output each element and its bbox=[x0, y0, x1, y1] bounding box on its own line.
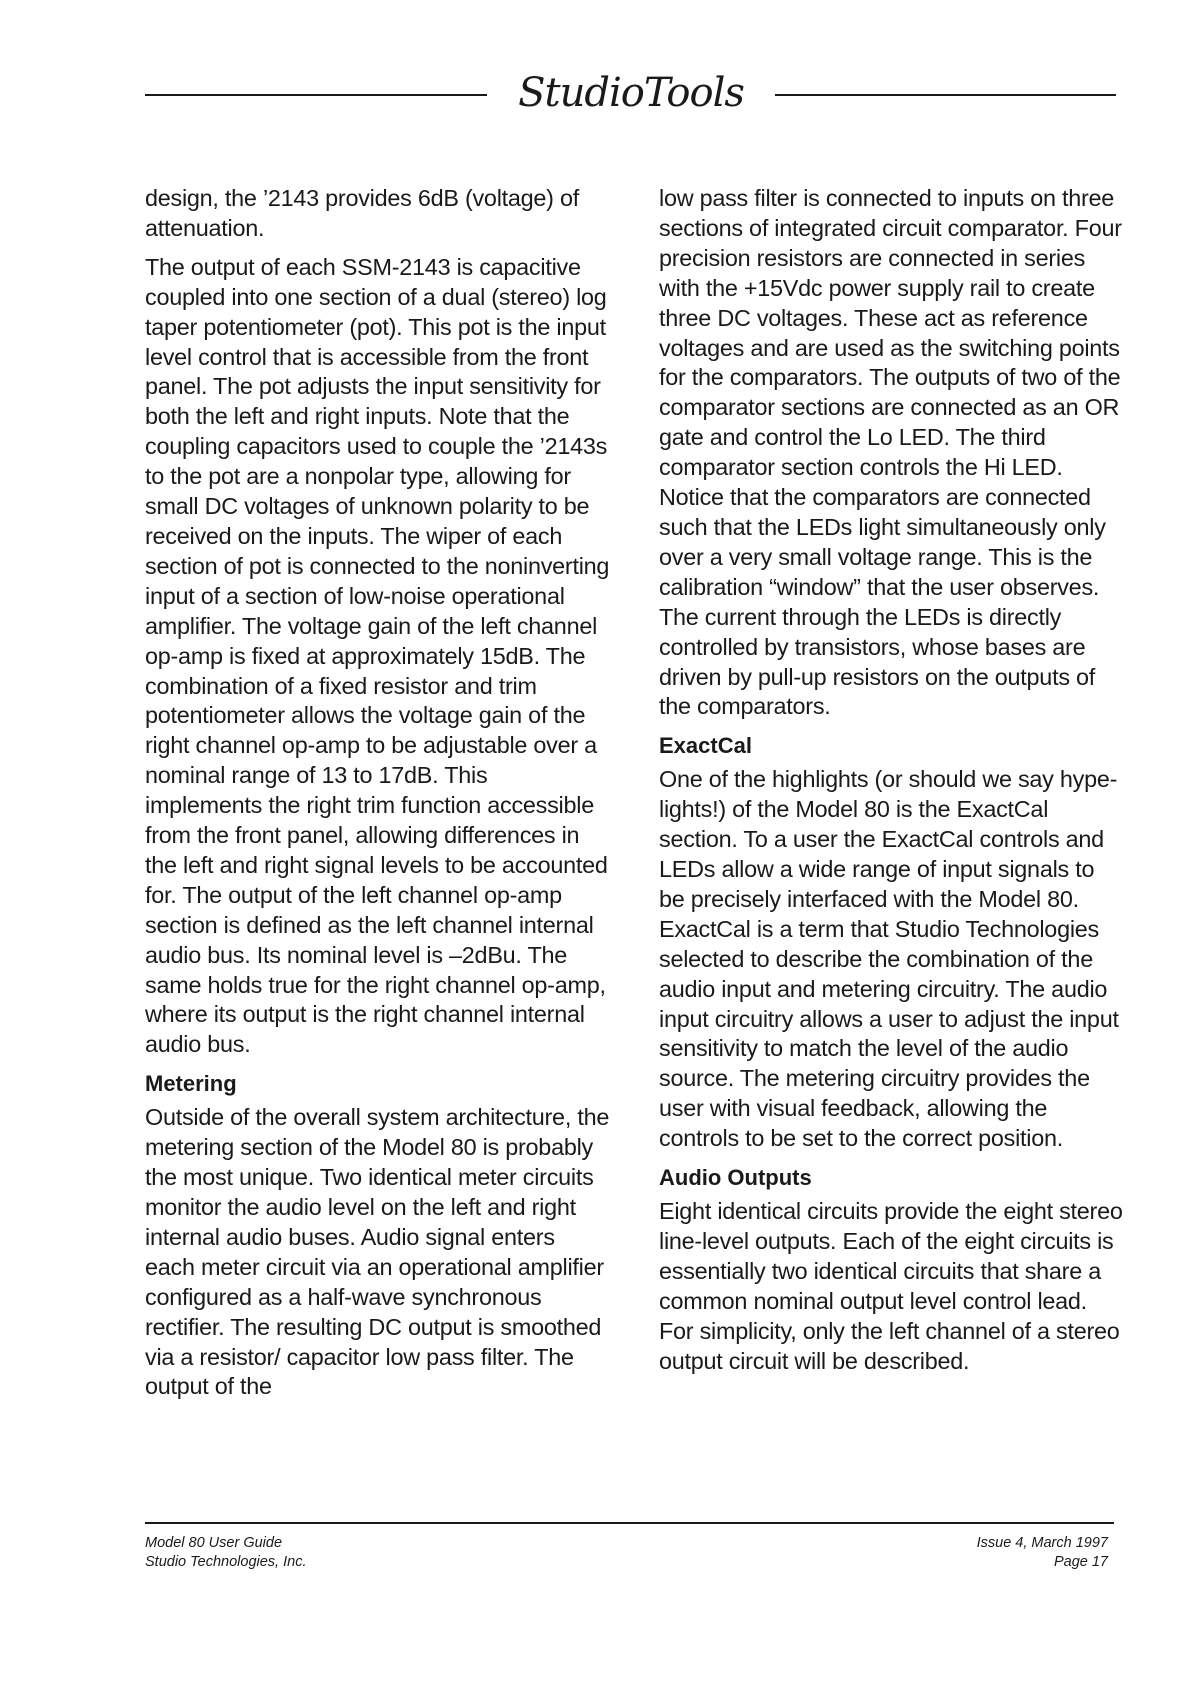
left-column bbox=[145, 184, 610, 1411]
footer-company: Studio Technologies, Inc. bbox=[145, 1554, 307, 1570]
header-rule-right bbox=[775, 94, 1116, 96]
right-column bbox=[659, 184, 1124, 1386]
footer-left bbox=[145, 1534, 307, 1572]
paragraph-comparators: low pass filter is connected to inputs on three sections of integrated circuit comparator. Four precision resistors are connected in series with the +15Vdc power supply rail to create three DC voltages. These act as reference voltages and are used as the switching points for the comparators. The outputs of two of the comparator sections are connected as an OR gate and control the Lo LED. The third comparator section controls the Hi LED. Notice that the comparators are connected such that the LEDs light simultaneously only over a very small voltage range. This is the calibration “window” that the user observes. The current through the LEDs is directly controlled by transistors, whose bases are driven by pull-up resistors on the outputs of the comparators. bbox=[659, 185, 1122, 720]
footer-rule bbox=[145, 1522, 1114, 1524]
footer-guide-title: Model 80 User Guide bbox=[145, 1535, 283, 1551]
footer-issue: Issue 4, March 1997 bbox=[976, 1535, 1108, 1551]
header-rule-left bbox=[145, 94, 487, 96]
studiotools-logo: StudioTools bbox=[518, 70, 744, 116]
paragraph-audio-outputs: Eight identical circuits provide the eight stereo line-level outputs. Each of the eight circuits is essentially two identical circuits that share a common nominal output level control lead. For simplicity, only the left channel of a stereo output circuit will be described. bbox=[659, 1198, 1123, 1374]
heading-exactcal: ExactCal bbox=[659, 733, 752, 759]
paragraph-metering: Outside of the overall system architecture, the metering section of the Model 80 is probably the most unique. Two identical meter circuits monitor the audio level on the left and right internal audio buses. Audio signal enters each meter circuit via an operational amplifier configured as a half-wave synchronous rectifier. The resulting DC output is smoothed via a resistor/ capacitor low pass filter. The output of the bbox=[145, 1104, 610, 1400]
footer-right bbox=[860, 1534, 1108, 1572]
paragraph-attenuation: design, the ’2143 provides 6dB (voltage) of attenuation. bbox=[145, 185, 579, 241]
heading-metering: Metering bbox=[145, 1071, 237, 1097]
paragraph-input-circuitry: The output of each SSM-2143 is capacitive coupled into one section of a dual (stereo) log taper potentiometer (pot). This pot is the input level control that is accessible from the front panel. The pot adjusts the input sensitivity for both the left and right inputs. Note that the coupling capacitors used to couple the ’2143s to the pot are a nonpolar type, allowing for small DC voltages of unknown polarity to be received on the inputs. The wiper of each section of pot is connected to the noninverting input of a section of low-noise operational amplifier. The voltage gain of the left channel op-amp is fixed at approximately 15dB. The combination of a fixed resistor and trim potentiometer allows the voltage gain of the right channel op-amp to be adjustable over a nominal range of 13 to 17dB. This implements the right trim function accessible from the front panel, allowing differences in the left and right signal levels to be accounted for. The output of the left channel op-amp section is defined as the left channel internal audio bus. Its nominal level is –2dBu. The same holds true for the right channel op-amp, where its output is the right channel internal audio bus. bbox=[145, 253, 610, 1058]
paragraph-exactcal: One of the highlights (or should we say hype-lights!) of the Model 80 is the ExactCal section. To a user the ExactCal controls and LEDs allow a wide range of input signals to be precisely interfaced with the Model 80. ExactCal is a term that Studio Technologies selected to describe the combination of the audio input and metering circuitry. The audio input circuitry allows a user to adjust the input sensitivity to match the level of the audio source. The metering circuitry provides the user with visual feedback, allowing the controls to be set to the correct position. bbox=[659, 766, 1119, 1152]
heading-audio-outputs: Audio Outputs bbox=[659, 1165, 812, 1191]
footer-page-number: Page 17 bbox=[1053, 1554, 1108, 1570]
